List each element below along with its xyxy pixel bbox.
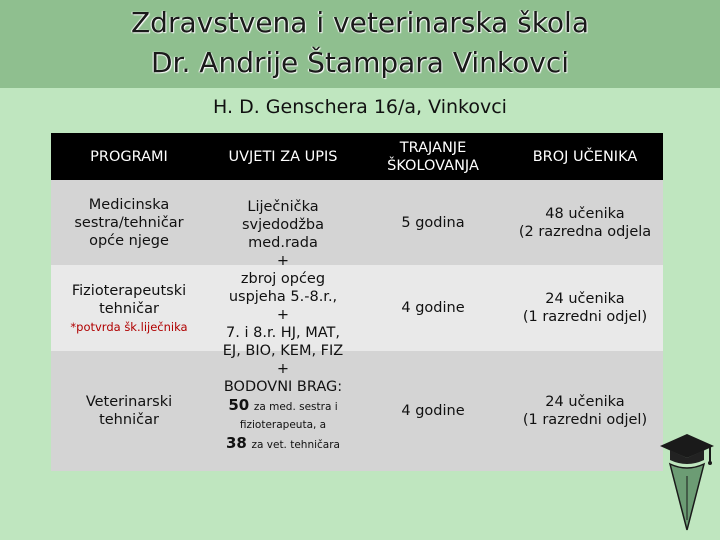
program-name: Medicinska sestra/tehničar opće njege [74,196,184,249]
column-header-programs: PROGRAMI [90,148,168,165]
graduation-cap-icon [658,432,716,536]
students-value: 24 učenika (1 razredni odjel) [522,291,648,325]
students-value: 24 učenika (1 razredni odjel) [522,394,648,428]
school-address: H. D. Genschera 16/a, Vinkovci [213,96,507,118]
program-name: Fizioterapeutski tehničar *potvrda šk.liječnika [70,283,188,334]
program-note: *potvrda šk.liječnika [70,320,188,334]
programs-table [51,133,663,471]
column-header-requirements: UVJETI ZA UPIS [228,148,338,165]
students-value: 48 učenika (2 razredna odjela [518,205,652,240]
duration-value: 4 godine [401,300,465,316]
school-title-line-2: Dr. Andrije Štampara Vinkovci [150,46,570,79]
duration-value: 5 godina [401,214,465,231]
duration-value: 4 godine [401,403,465,419]
column-header-students: BROJ UČENIKA [532,148,638,165]
enrollment-requirements: Liječnička svjedodžba med.rada + zbroj općeg uspjeha 5.-8.r., + 7. i 8.r. HJ, MAT, EJ, BIO, KEM, FIZ + BODOVNI BRAG: 50 za med. sestra i fizioterapeuta, a 38 za vet. tehničara [222,198,344,452]
school-title-line-1: Zdravstvena i veterinarska škola [131,6,589,39]
column-header-duration: TRAJANJE ŠKOLOVANJA [387,139,479,174]
table-header [51,133,663,180]
program-name: Veterinarski tehničar [85,394,173,428]
